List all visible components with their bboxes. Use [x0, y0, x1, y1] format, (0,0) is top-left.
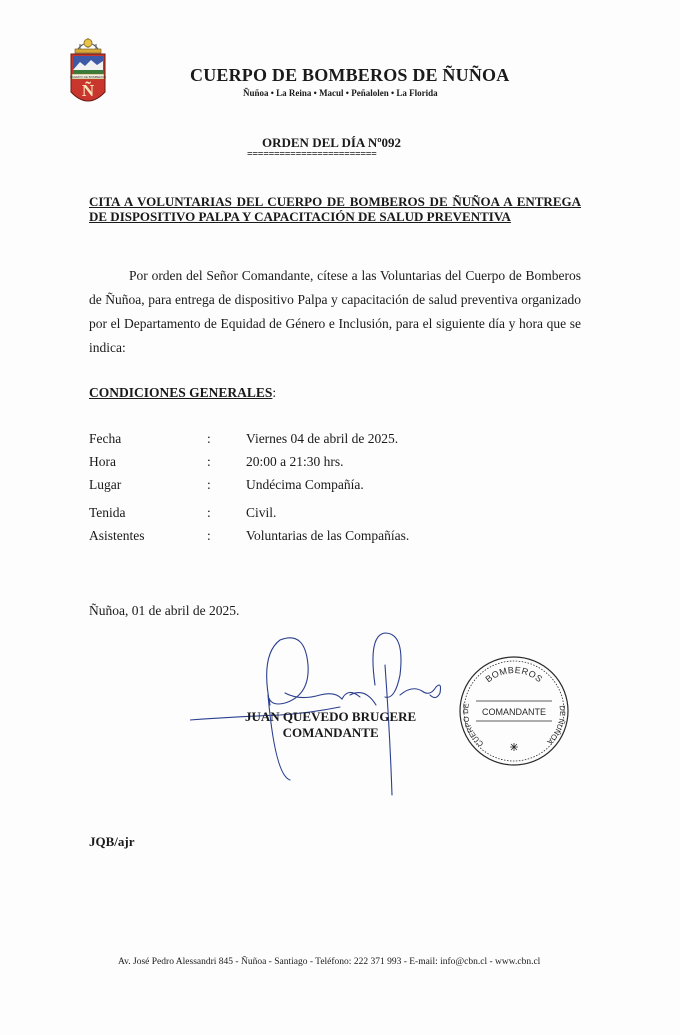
organization-name: CUERPO DE BOMBEROS DE ÑUÑOA — [190, 65, 510, 85]
order-title: ORDEN DEL DÍA Nº092 — [262, 135, 402, 150]
document-subject: CITA A VOLUNTARIAS DEL CUERPO DE BOMBEROS DE ÑUÑOA A ENTREGA DE DISPOSITIVO PALPA Y CAPACITACIÓN DE SALUD PREVENTIVA — [89, 194, 581, 224]
stamp-star-icon — [510, 743, 518, 751]
svg-text:DE ÑUÑOA — [545, 705, 567, 746]
condition-separator: : — [207, 431, 211, 446]
condition-value: 20:00 a 21:30 hrs. — [246, 454, 344, 469]
fire-department-crest-icon — [66, 34, 110, 114]
conditions-heading — [89, 385, 276, 401]
official-stamp-icon — [458, 655, 570, 767]
crest-ribbon-text: CUERPO DE BOMBEROS — [69, 75, 107, 79]
condition-value: Voluntarias de las Compañías. — [246, 528, 410, 543]
condition-label: Asistentes — [89, 528, 145, 543]
condition-value: Civil. — [246, 505, 277, 520]
condition-label: Fecha — [89, 431, 122, 446]
stamp-right-arc: DE ÑUÑOA — [545, 705, 568, 747]
stamp-top-arc: BOMBEROS — [483, 664, 545, 685]
condition-separator: : — [207, 528, 211, 543]
conditions-heading-text: CONDICIONES GENERALES — [89, 385, 273, 400]
condition-value: Viernes 04 de abril de 2025. — [246, 431, 399, 446]
condition-value: Undécima Compañía. — [246, 477, 364, 492]
condition-label: Hora — [89, 454, 116, 469]
condition-separator: : — [207, 477, 211, 492]
condition-separator: : — [207, 454, 211, 469]
signer-name: JUAN QUEVEDO BRUGERE — [245, 709, 417, 724]
footer-contact: Av. José Pedro Alessandri 845 - Ñuñoa - Santiago - Teléfono: 222 371 993 - E-mail: info@cbn.cl - www.cbn.cl — [118, 957, 541, 967]
reference-initials: JQB/ajr — [89, 834, 135, 849]
body-paragraph: Por orden del Señor Comandante, cítese a las Voluntarias del Cuerpo de Bomberos de Ñuñoa, para entrega de dispositivo Palpa y capacitación de salud preventiva organizado por el Departamento de Equidad de Género e Inclusión, para el siguiente día y hora que se indica: — [89, 268, 581, 355]
crest-letter: Ñ — [81, 81, 95, 100]
signer-role: COMANDANTE — [282, 725, 379, 740]
organization-communes: Ñuñoa • La Reina • Macul • Peñalolen • La Florida — [243, 88, 438, 98]
condition-label: Tenida — [89, 505, 126, 520]
conditions-heading-colon: : — [272, 385, 277, 400]
condition-separator: : — [207, 505, 211, 520]
date-line: Ñuñoa, 01 de abril de 2025. — [89, 603, 240, 618]
stamp-center-text: COMANDANTE — [481, 707, 547, 717]
condition-label: Lugar — [89, 477, 122, 492]
order-title-rule: ======================== — [247, 149, 377, 160]
svg-text:BOMBEROS — [483, 665, 544, 685]
signer-block — [245, 709, 416, 741]
stamp-left-arc: CUERPO DE — [461, 702, 486, 749]
